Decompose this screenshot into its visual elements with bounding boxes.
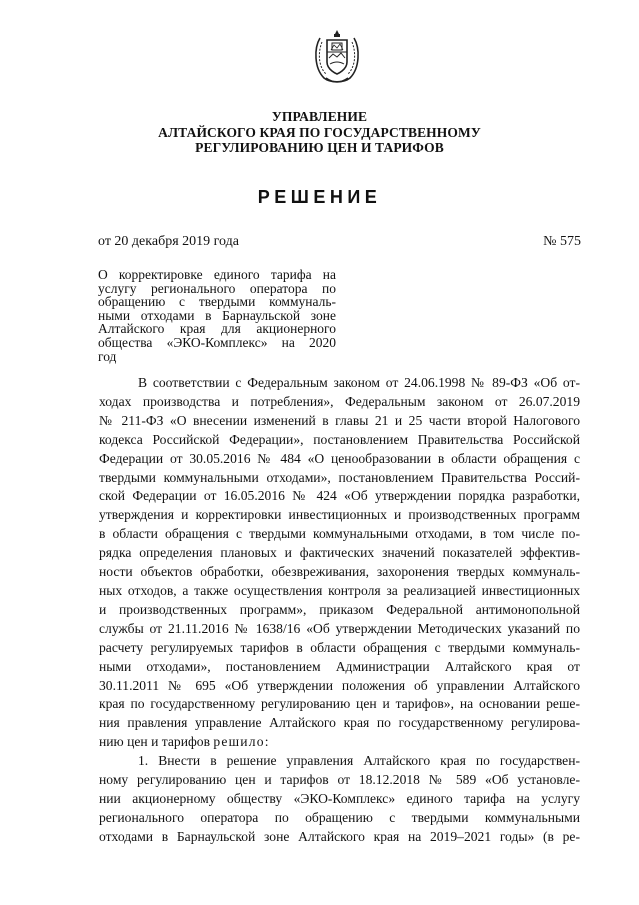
agency-line: УПРАВЛЕНИЕ [271,109,368,124]
body-line: края по государственному регулированию цен и тарифов», на основании реше- [99,696,580,712]
body-line: ному регулированию цен и тарифов от 18.12.2018 № 589 «Об установле- [99,772,580,788]
body-line: кодекса Российской Федерации», постановлением Правительства Российской [99,431,580,447]
subject-line: обращению с твердыми коммуналь- [98,294,336,310]
body-line: № 211-ФЗ «О внесении изменений в главы 21 и 25 части второй Налогового [99,412,580,428]
document-subject [98,268,336,363]
subject-line: ными отходами в Барнаульской зоне [98,307,336,323]
decision-word: решило [213,734,265,750]
document-number: № 575 [543,234,581,249]
body-line: службы от 21.11.2016 № 1638/16 «Об утверждении Методических указаний по [99,620,580,636]
body-line: утверждения и корректировки инвестиционных и производственных программ [99,507,580,523]
agency-line: АЛТАЙСКОГО КРАЯ ПО ГОСУДАРСТВЕННОМУ [158,124,481,140]
body-line: В соответствии с Федеральным законом от 24.06.1998 № 89-ФЗ «Об от- [138,375,580,390]
agency-name [60,109,579,156]
body-line: ской Федерации от 16.05.2016 № 424 «Об утверждении порядка разработки, [99,488,580,504]
body-line: нии акционерному обществу «ЭКО-Комплекс» единого тарифа на услугу [99,790,580,806]
body-line: в области обращения с твердыми коммунальными отходами, в том числе по- [99,526,580,542]
body-line: ными отходами», постановлением Администрации Алтайского края от [99,658,580,674]
body-line: ходах производства и потребления», Федеральным законом от 26.07.2019 [99,393,580,409]
document-type-title: РЕШЕНИЕ [257,187,382,207]
subject-line: год [98,348,117,364]
body-line: Федерации от 30.05.2016 № 484 «О ценообразовании в области обращения с [99,450,580,466]
body-line: ных отходов, а также осуществления контроля за реализацией инвестиционных [99,582,580,598]
body-line: твердыми коммунальными отходами», постановлением Правительства Россий- [99,469,580,485]
subject-line: общества «ЭКО-Комплекс» на 2020 [98,334,336,350]
body-line: отходами в Барнаульской зоне Алтайского края на 2019–2021 годы» (в ре- [99,828,580,844]
body-line: 30.11.2011 № 695 «Об утверждении положения об управлении Алтайского [99,677,580,693]
document-body [99,374,580,847]
subject-line: Алтайского края для акционерного [98,321,336,337]
body-line: ния правления управление Алтайского края по государственному регулирова- [99,715,580,731]
body-line: 1. Внести в решение управления Алтайского края по государствен- [138,753,580,769]
body-line-decision [99,733,580,752]
body-line: и производственных программ», приказом Федеральной антимонопольной [99,601,580,617]
decision-prefix: нию цен и тарифов [99,734,214,750]
body-line: расчету регулируемых тарифов в области обращения с твердыми коммуналь- [99,639,580,655]
agency-line: РЕГУЛИРОВАНИЮ ЦЕН И ТАРИФОВ [195,140,444,155]
subject-line: О корректировке единого тарифа на [98,267,336,282]
subject-line: услугу регионального оператора по [98,280,336,296]
coat-of-arms-icon [312,28,362,88]
decision-suffix: : [264,734,269,750]
body-line: рядка определения плановых и фактических значений показателей эффектив- [99,545,580,561]
body-line: регионального оператора по обращению с твердыми коммунальными [99,809,580,825]
body-line: ности объектов обработки, обезвреживания, захоронения твердых коммуналь- [99,564,580,580]
document-date: от 20 декабря 2019 года [98,234,239,249]
